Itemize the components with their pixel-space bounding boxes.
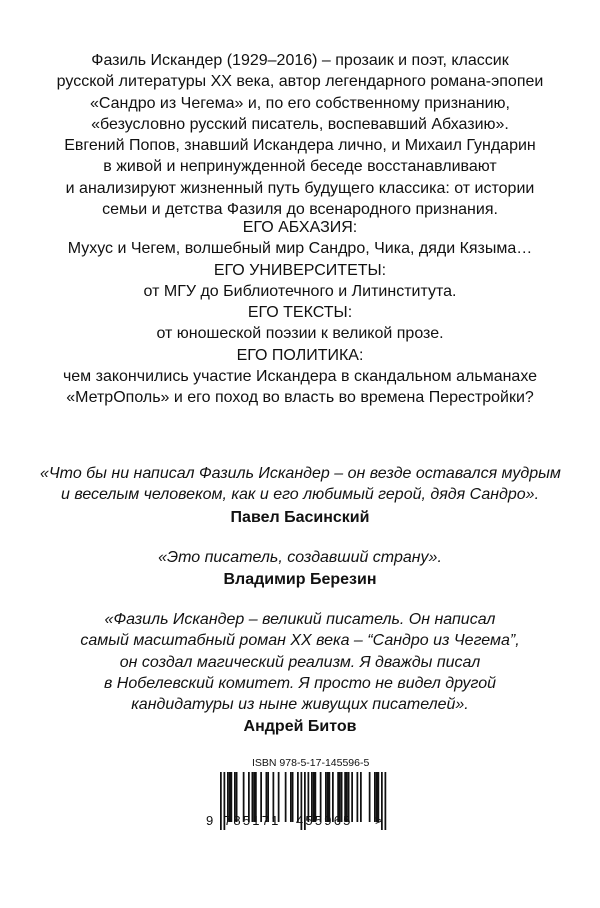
quote-berezin <box>40 547 560 591</box>
section-text: чем закончились участие Искандера в скандальном альманахе <box>62 368 538 386</box>
barcode-bar <box>290 772 292 822</box>
quote-line: в Нобелевский комитет. Я просто не видел другой <box>104 674 496 692</box>
barcode-bar <box>285 772 287 822</box>
isbn-label: ISBN 978-5-17-145596-5 <box>252 757 370 769</box>
barcode-quiet-mark: > <box>375 813 383 828</box>
quote-line: самый масштабный роман XX века – “Сандро из Чегема”, <box>80 632 520 650</box>
section-heading-texts: ЕГО ТЕКСТЫ: <box>247 304 353 322</box>
quote-author: Андрей Битов <box>243 718 357 736</box>
section-text: Мухус и Чегем, волшебный мир Сандро, Чика, дяди Кязыма… <box>67 240 533 258</box>
barcode-bar <box>369 772 371 822</box>
section-text: от юношеской поэзии к великой прозе. <box>156 325 444 343</box>
quote-line: он создал магический реализм. Я дважды писал <box>119 653 481 671</box>
section-heading-abkhazia: ЕГО АБХАЗИЯ: <box>242 219 358 236</box>
section-heading-universities: ЕГО УНИВЕРСИТЕТЫ: <box>213 261 387 279</box>
quote-author: Владимир Березин <box>223 571 377 589</box>
quote-line: «Фазиль Искандер – великий писатель. Он написал <box>104 611 496 628</box>
intro-line: «Сандро из Чегема» и, по его собственному признанию, <box>89 94 510 112</box>
quote-basinsky <box>40 463 560 528</box>
intro-line: семьи и детства Фазиля до всенародного признания. <box>102 201 498 219</box>
barcode-bar <box>357 772 359 822</box>
barcode-guard-bar <box>220 772 222 830</box>
intro-line: Евгений Попов, знавший Искандера лично, и Михаил Гундарин <box>64 137 536 155</box>
intro-line: «безусловно русский писатель, воспевавший Абхазию». <box>91 115 509 133</box>
section-text: «МетрОполь» и его поход во власть во времена Перестройки? <box>66 389 534 407</box>
section-text: от МГУ до Библиотечного и Литинститута. <box>143 282 457 300</box>
intro-paragraph <box>40 50 560 220</box>
barcode-left-digits: 785171 <box>224 813 281 828</box>
section-heading-politics: ЕГО ПОЛИТИКА: <box>236 346 364 364</box>
quote-line: кандидатуры из ныне живущих писателей». <box>131 696 469 714</box>
quote-author: Павел Басинский <box>230 508 370 526</box>
sections-list <box>40 217 560 409</box>
intro-line: Фазиль Искандер (1929–2016) – прозаик и поэт, классик <box>91 52 509 69</box>
barcode-bar <box>292 772 294 822</box>
quote-line: и веселым человеком, как и его любимый герой, дядя Сандро». <box>60 486 540 504</box>
quote-line: «Что бы ни написал Фазиль Искандер – он везде оставался мудрым <box>40 465 561 482</box>
intro-line: в живой и непринужденной беседе восстанавливают <box>103 158 497 176</box>
intro-line: русской литературы XX века, автор легендарного романа-эпопеи <box>56 73 544 91</box>
barcode-bar <box>360 772 362 822</box>
quote-bitov <box>40 609 560 738</box>
quote-line: «Это писатель, создавший страну». <box>158 549 442 566</box>
barcode-first-digit: 9 <box>206 813 214 828</box>
barcode-guard-bar <box>385 772 387 830</box>
intro-line: и анализируют жизненный путь будущего классика: от истории <box>65 179 535 197</box>
barcode-right-digits: 455965 <box>296 813 353 828</box>
